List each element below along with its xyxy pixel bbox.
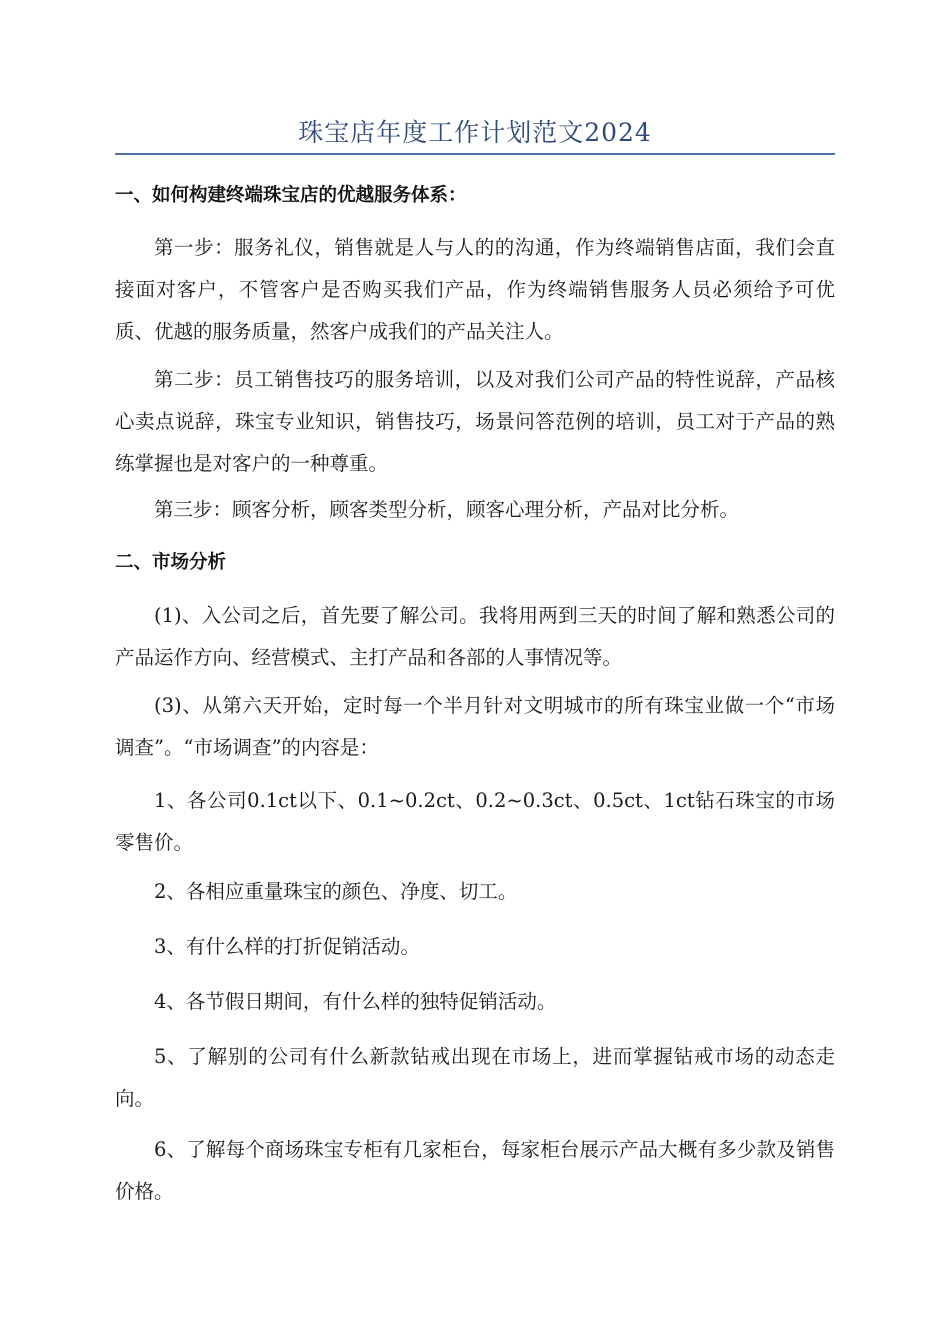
paragraph-step-two: 第二步：员工销售技巧的服务培训，以及对我们公司产品的特性说辞，产品核心卖点说辞，珠宝专业知识，销售技巧，场景问答范例的培训，员工对于产品的熟练掌握也是对客户的一种尊重。 <box>115 368 835 475</box>
list-item-retail-price: 1、各公司0.1ct以下、0.1~0.2ct、0.2~0.3ct、0.5ct、1ct钻石珠宝的市场零售价。 <box>115 789 835 854</box>
list-item-discount-promotions: 3、有什么样的打折促销活动。 <box>154 935 420 958</box>
paragraph-step-three: 第三步：顾客分析，顾客类型分析，顾客心理分析，产品对比分析。 <box>154 498 740 521</box>
paragraph-step-one: 第一步：服务礼仪，销售就是人与人的的沟通，作为终端销售店面，我们会直接面对客户，不管客户是否购买我们产品，作为终端销售服务人员必须给予可优质、优越的服务质量，然客户成我们的产品关注人。 <box>115 236 835 343</box>
paragraph-item-3: (3)、从第六天开始，定时每一个半月针对文明城市的所有珠宝业做一个“市场调查”。“市场调查”的内容是： <box>115 694 835 759</box>
paragraph-item-1: (1)、入公司之后，首先要了解公司。我将用两到三天的时间了解和熟悉公司的产品运作方向、经营模式、主打产品和各部的人事情况等。 <box>115 604 835 669</box>
list-item-counters-and-prices: 6、了解每个商场珠宝专柜有几家柜台，每家柜台展示产品大概有多少款及销售价格。 <box>115 1138 835 1203</box>
section-heading-service-system: 一、如何构建终端珠宝店的优越服务体系： <box>115 185 467 206</box>
section-heading-market-analysis: 二、市场分析 <box>115 552 227 573</box>
list-item-holiday-promotions: 4、各节假日期间，有什么样的独特促销活动。 <box>154 990 557 1013</box>
document-title: 珠宝店年度工作计划范文2024 <box>298 118 652 147</box>
title-underline <box>115 153 835 155</box>
list-item-new-rings-trend: 5、了解别的公司有什么新款钻戒出现在市场上，进而掌握钻戒市场的动态走向。 <box>115 1045 835 1110</box>
list-item-color-clarity-cut: 2、各相应重量珠宝的颜色、净度、切工。 <box>154 880 518 903</box>
